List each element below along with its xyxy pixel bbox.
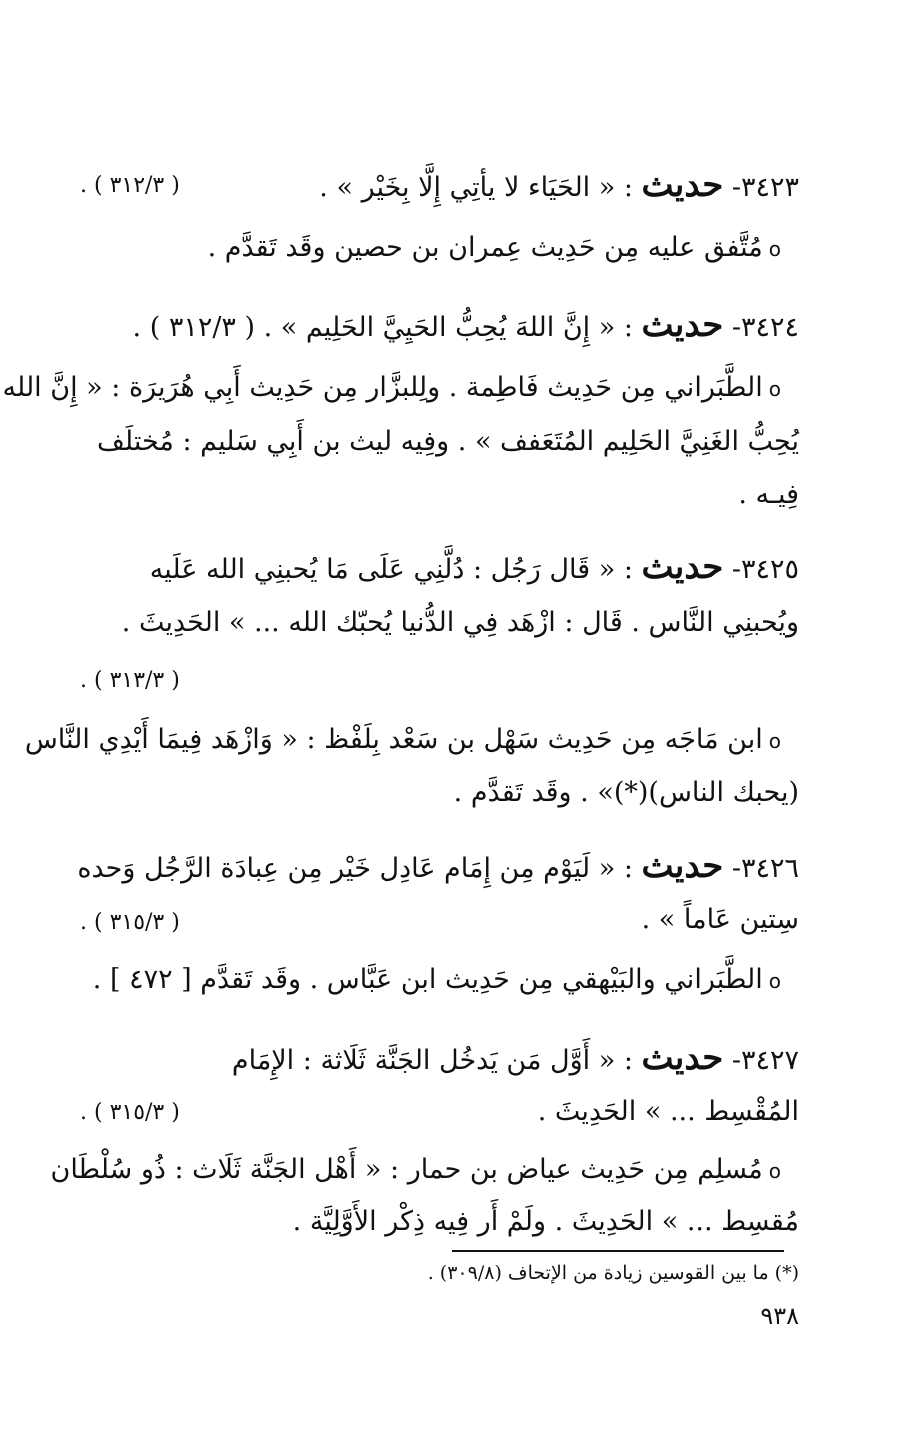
entry-number: ٣٤٢٥- [731, 554, 799, 585]
footnote: (*) ما بين القوسين زيادة من الإتحاف (٣٠٩/٨) . [427, 1262, 799, 1284]
hadith-text-continued: ويُحبنِي النَّاس . قَال : ازْهَد فِي الدُّنيا يُحبّك الله ... » الحَدِيثَ . [121, 607, 799, 638]
bullet-icon: o [768, 1159, 781, 1183]
hadith-label: حديث [641, 1038, 724, 1078]
commentary-line: oمُسلِم مِن حَدِيث عياض بن حمار : « أَهْل الجَنَّة ثَلَاث : ذُو سُلْطَان [50, 1154, 781, 1185]
entry-number: ٣٤٢٦- [731, 853, 799, 884]
hadith-label: حديث [641, 547, 724, 587]
commentary-line: oالطَّبَراني والبَيْهقي مِن حَدِيث ابن عَبَّاس . وقَد تَقدَّم [ ٤٧٢ ] . [92, 964, 781, 995]
volume-reference: ( ٣١٣/٣ ) . [80, 668, 180, 693]
bullet-icon: o [768, 377, 781, 401]
page-number: ٩٣٨ [760, 1302, 799, 1330]
bullet-icon: o [768, 237, 781, 261]
hadith-text: : « إِنَّ اللهَ يُحِبُّ الحَيِيَّ الحَلِيم » . ( ٣١٢/٣ ) . [132, 312, 633, 343]
entry-3424-header [80, 305, 799, 348]
commentary-line: oمُتَّفق عليه مِن حَدِيث عِمران بن حصين وقَد تَقدَّم . [207, 232, 781, 263]
volume-reference: ( ٣١٥/٣ ) . [80, 1100, 180, 1125]
entry-number: ٣٤٢٣- [731, 172, 799, 203]
hadith-text-continued: سِتين عَاماً » . [641, 904, 799, 935]
footnote-divider [452, 1250, 784, 1252]
hadith-label: حديث [641, 846, 724, 886]
commentary-line: oالطَّبَراني مِن حَدِيث فَاطِمة . ولِلبزَّار مِن حَدِيث أَبِي هُرَيرَة : « إِنَّ الله [2, 372, 781, 403]
entry-3423-header [80, 165, 799, 208]
hadith-text: : « أَوَّل مَن يَدخُل الجَنَّة ثَلَاثة : الإِمَام [231, 1045, 633, 1076]
hadith-text-continued: المُقْسِط ... » الحَدِيثَ . [537, 1096, 799, 1127]
volume-reference: ( ٣١٢/٣ ) . [80, 173, 180, 198]
hadith-label: حديث [641, 165, 724, 205]
bullet-icon: o [768, 729, 781, 753]
commentary-line: فِيـه . [738, 479, 799, 510]
entry-3425-header [80, 547, 799, 590]
commentary-line: مُقسِط ... » الحَدِيثَ . ولَمْ أَر فِيه ذِكْر الأَوَّلِيَّة . [292, 1206, 799, 1237]
volume-reference: ( ٣١٥/٣ ) . [80, 910, 180, 935]
hadith-label: حديث [641, 305, 724, 345]
bullet-icon: o [768, 969, 781, 993]
entry-3426-header [77, 846, 799, 889]
commentary-line: (يحبك الناس)(*)» . وقَد تَقدَّم . [453, 777, 799, 808]
commentary-line: يُحِبُّ الغَنِيَّ الحَلِيم المُتَعَفف » . وفِيه ليث بن أَبِي سَليم : مُختلَف [96, 426, 799, 457]
entry-number: ٣٤٢٤- [731, 312, 799, 343]
hadith-text: : « قَال رَجُل : دُلَّنِي عَلَى مَا يُحبنِي الله عَلَيه [149, 554, 633, 585]
entry-3427-header [80, 1038, 799, 1081]
hadith-text: : « لَيَوْم مِن إِمَام عَادِل خَيْر مِن عِبادَة الرَّجُل وَحده [77, 853, 633, 884]
commentary-line: oابن مَاجَه مِن حَدِيث سَهْل بن سَعْد بِلَفْظ : « وَازْهَد فِيمَا أَيْدِي النَّاس [24, 724, 781, 755]
entry-number: ٣٤٢٧- [731, 1045, 799, 1076]
hadith-text: : « الحَيَاء لا يأتِي إِلَّا بِخَيْر » . [319, 172, 633, 203]
